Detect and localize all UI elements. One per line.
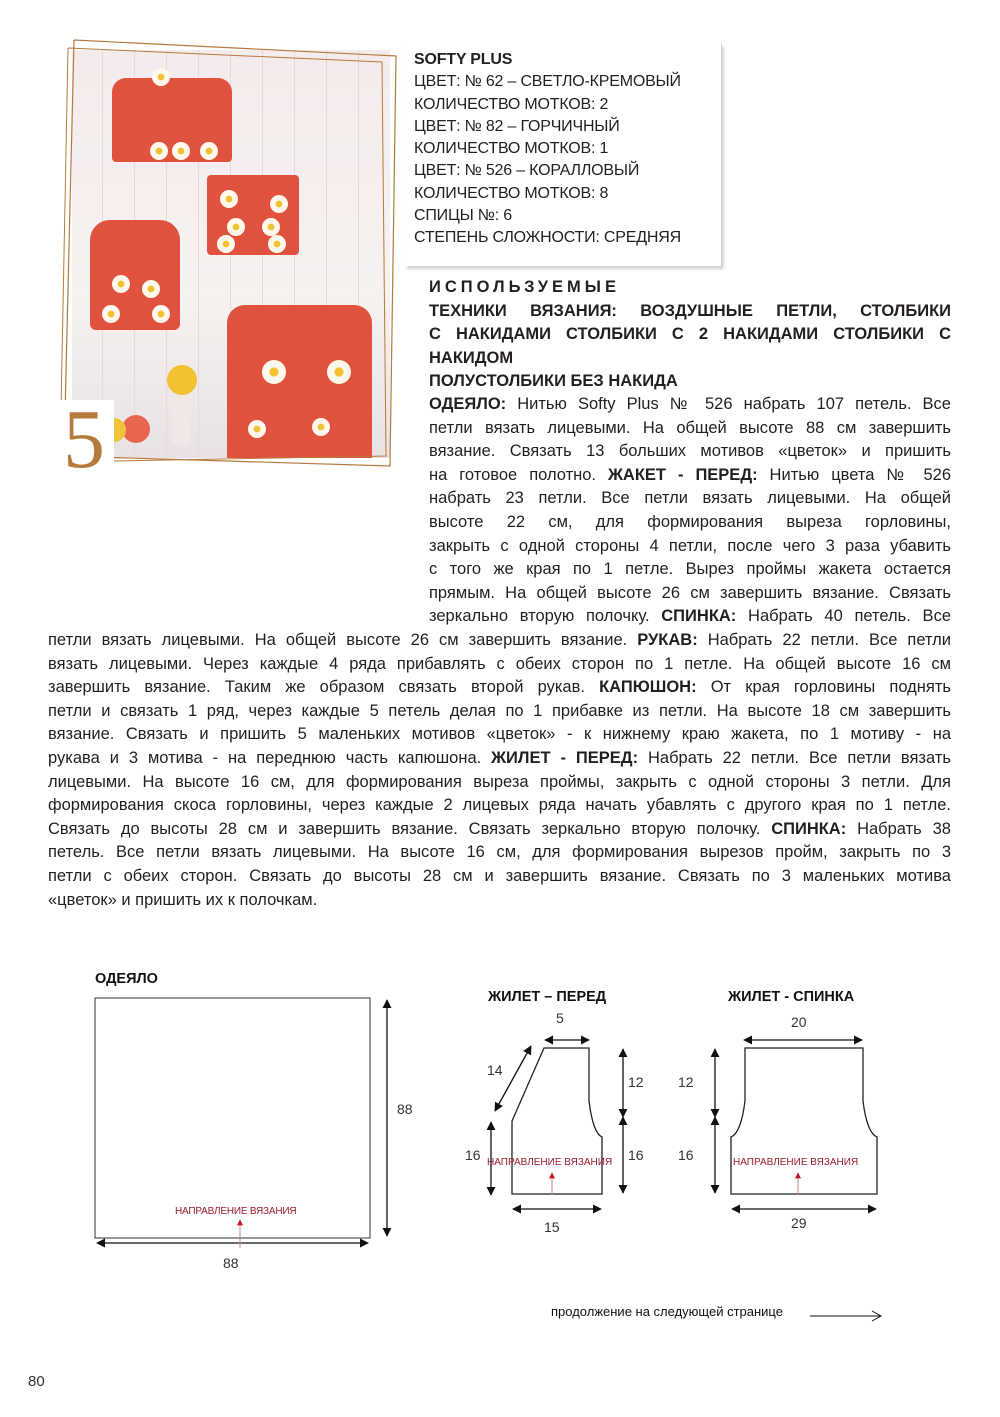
instruction-text: Набрать 22 петли. Все петли вязать <box>638 748 951 767</box>
lower-left-label: 16 <box>465 1147 481 1163</box>
instruction-line <box>429 487 951 511</box>
instruction-line <box>48 700 951 724</box>
techniques-line: ПОЛУСТОЛБИКИ БЕЗ НАКИДА <box>429 372 678 390</box>
instructions-narrow <box>429 393 951 629</box>
instruction-line <box>429 417 951 441</box>
instruction-text: Связать до высоты 28 см и завершить вязание. Связать зеркально вторую полочку. <box>48 819 772 838</box>
spec-line: СТЕПЕНЬ СЛОЖНОСТИ: СРЕДНЯЯ <box>414 229 681 247</box>
instruction-line <box>429 393 951 417</box>
instruction-line <box>48 747 951 771</box>
instruction-text: Набрать 22 петли. Все петли <box>697 631 951 649</box>
instruction-text: вязать лицевыми. Через каждые 4 ряда прибавлять с обеих сторон по 1 петле. На общей высоте 16 см <box>48 654 951 673</box>
lower-height-label: 16 <box>678 1147 694 1163</box>
neck-slope-arrow <box>495 1046 531 1111</box>
instruction-text: закрыть с одной стороны 4 петли, после чего 3 раза убавить <box>429 536 951 555</box>
blanket-height-label: 88 <box>397 1101 413 1117</box>
bottom-width-label: 29 <box>791 1215 807 1231</box>
instructions-wide <box>48 629 951 912</box>
instruction-line <box>48 889 951 913</box>
instruction-text: формирования скоса горловины, через каждые 2 лицевых ряда начать убавлять с другого края по 1 петле. <box>48 796 951 815</box>
instruction-text: Набрать 38 <box>846 819 951 838</box>
spec-line: СПИЦЫ №: 6 <box>414 207 512 225</box>
spec-line: КОЛИЧЕСТВО МОТКОВ: 1 <box>414 140 609 158</box>
instruction-line <box>429 511 951 535</box>
instruction-text: Набрать 40 петель. Все <box>736 607 951 626</box>
vest-front-diagram <box>455 1005 655 1240</box>
instruction-line <box>429 440 951 464</box>
instruction-text: «цветок» и пришить их к полочкам. <box>48 890 318 909</box>
direction-label: НАПРАВЛЕНИЕ ВЯЗАНИЯ <box>487 1157 613 1168</box>
vest-back-diagram <box>665 1005 905 1240</box>
blanket-diagram-title: ОДЕЯЛО <box>95 971 158 987</box>
instruction-line <box>48 629 951 653</box>
spec-line: КОЛИЧЕСТВО МОТКОВ: 2 <box>414 95 609 113</box>
section-label: РУКАВ: <box>637 631 698 649</box>
section-label: СПИНКА: <box>661 607 737 626</box>
instruction-line <box>48 794 951 818</box>
instruction-line <box>48 818 951 842</box>
instruction-text: прямым. На общей высоте 26 см завершить вязание. Связать <box>429 583 951 602</box>
instruction-text: лицевыми. На высоте 16 см, для формирования выреза проймы, закрыть с одной стороны 3 петли. Для <box>48 772 951 791</box>
bottom-width-label: 15 <box>544 1219 560 1235</box>
instruction-text: рукава и 3 мотива - на переднюю часть капюшона. <box>48 748 492 767</box>
instruction-line <box>429 605 951 629</box>
instruction-text: набрать 23 петли. Все петли вязать лицевыми. На общей <box>429 489 951 508</box>
instruction-text: на готовое полотно. <box>429 465 608 484</box>
pattern-number: 5 <box>54 400 114 480</box>
arrow-right-icon <box>810 1309 884 1323</box>
instruction-text: петли с обеих сторон. Связать до высоты 28 см и завершить вязание. Связать по 3 маленьких мотива <box>48 866 951 885</box>
instruction-line <box>48 676 951 700</box>
direction-label: НАПРАВЛЕНИЕ ВЯЗАНИЯ <box>733 1157 859 1168</box>
techniques-heading: ИСПОЛЬЗУЕМЫЕ <box>429 278 620 296</box>
instruction-line <box>429 582 951 606</box>
instruction-line <box>48 841 951 865</box>
instruction-text: петли вязать лицевыми. На общей высоте 88 см завершить <box>429 418 951 437</box>
section-label: ЖИЛЕТ - ПЕРЕД: <box>491 748 639 767</box>
instruction-text: Нитью цвета № 526 <box>757 465 951 484</box>
instruction-text: завершить вязание. Таким же образом связать второй рукав. <box>48 678 600 697</box>
vest-front-diagram-title: ЖИЛЕТ – ПЕРЕД <box>488 989 607 1005</box>
armhole-height-label: 12 <box>678 1074 694 1090</box>
instruction-line <box>48 723 951 747</box>
continued-text: продолжение на следующей странице <box>551 1304 783 1319</box>
instruction-line <box>429 464 951 488</box>
instruction-text: зеркально вторую полочку. <box>429 607 662 626</box>
blanket-outline <box>95 998 370 1238</box>
instruction-line <box>48 653 951 677</box>
vest-back-outline <box>731 1048 877 1194</box>
spec-line: ЦВЕТ: № 82 – ГОРЧИЧНЫЙ <box>414 117 620 135</box>
section-label: ЖАКЕТ - ПЕРЕД: <box>608 465 758 484</box>
spec-line: ЦВЕТ: № 526 – КОРАЛЛОВЫЙ <box>414 162 640 180</box>
yarn-brand: SOFTY PLUS <box>414 51 513 68</box>
instruction-text: петель. Все петли вязать лицевыми. На высоте 16 см, для формирования вырезов пройм, закрыть по 3 <box>48 843 951 862</box>
instruction-text: От края горловины поднять <box>696 678 951 697</box>
instruction-text: вязание. Связать 13 больших мотивов «цветок» и пришить <box>429 442 951 461</box>
techniques-line: ТЕХНИКИ ВЯЗАНИЯ: ВОЗДУШНЫЕ ПЕТЛИ, СТОЛБИКИ <box>429 301 951 320</box>
instruction-text: Нитью Softy Plus № 526 набрать 107 петель. Все <box>506 395 951 413</box>
yarn-spec-box <box>405 44 722 266</box>
instruction-line <box>429 558 951 582</box>
techniques-section <box>429 276 951 394</box>
page-number: 80 <box>28 1373 45 1390</box>
instruction-text: вязание. Связать и пришить 5 маленьких мотивов «цветок» - к нижнему краю жакета, по 1 мотиву - на <box>48 725 951 744</box>
instruction-text: с того же края по 1 петле. Вырез проймы жакета остается <box>429 560 951 579</box>
top-width-label: 5 <box>556 1010 564 1026</box>
techniques-line: С НАКИДАМИ СТОЛБИКИ С 2 НАКИДАМИ СТОЛБИКИ С <box>429 325 951 343</box>
instruction-text: петли вязать лицевыми. На общей высоте 26 см завершить вязание. <box>48 631 638 649</box>
vest-back-diagram-title: ЖИЛЕТ - СПИНКА <box>728 989 855 1005</box>
section-label: КАПЮШОН: <box>599 678 697 697</box>
vest-front-outline <box>512 1048 602 1194</box>
section-label: СПИНКА: <box>771 819 847 838</box>
blanket-width-label: 88 <box>223 1255 239 1271</box>
spec-line: КОЛИЧЕСТВО МОТКОВ: 8 <box>414 184 609 202</box>
instruction-line <box>48 771 951 795</box>
instruction-line <box>48 865 951 889</box>
product-photo <box>72 50 390 458</box>
spec-line: ЦВЕТ: № 62 – СВЕТЛО-КРЕМОВЫЙ <box>414 73 681 91</box>
neck-slope-label: 14 <box>487 1062 503 1078</box>
top-width-label: 20 <box>791 1014 807 1030</box>
direction-label: НАПРАВЛЕНИЕ ВЯЗАНИЯ <box>175 1206 297 1217</box>
section-label: ОДЕЯЛО: <box>429 395 507 413</box>
techniques-line: НАКИДОМ <box>429 348 514 367</box>
instruction-line <box>429 535 951 559</box>
instruction-text: петли и связать 1 ряд, через каждые 5 петель делая по 1 прибавке из петли. На высоте 18 см завершить <box>48 701 951 720</box>
continued-note <box>551 1304 783 1319</box>
instruction-text: высоте 22 см, для формирования выреза горловины, <box>429 512 951 531</box>
blanket-photo <box>227 305 372 458</box>
lower-right-label: 16 <box>628 1147 644 1163</box>
blanket-diagram <box>60 990 440 1280</box>
armhole-height-label: 12 <box>628 1074 644 1090</box>
